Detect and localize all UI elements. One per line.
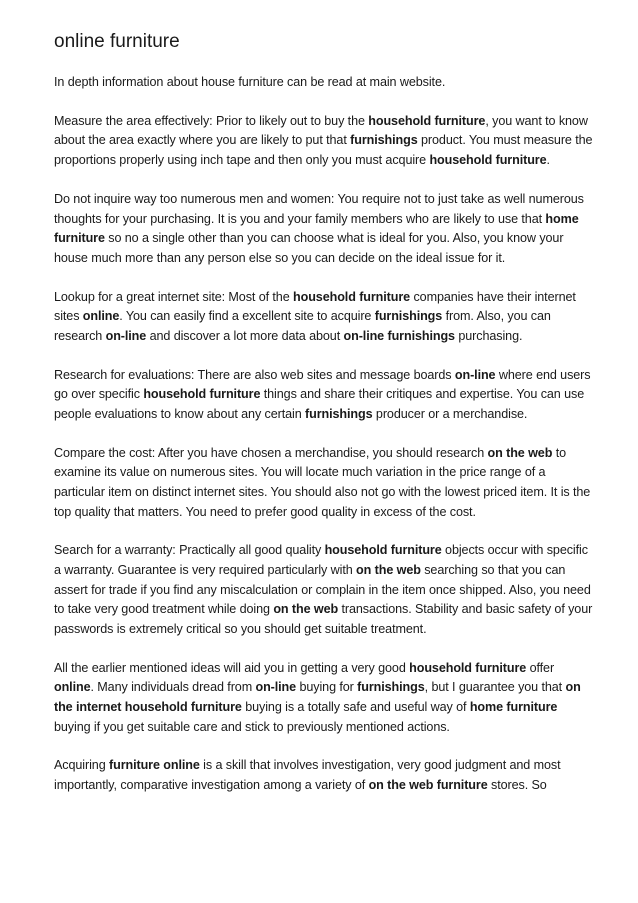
text-run: transactions. Stability and basic safety of your passwords is extremely critical so you should get suitable treatment. — [54, 602, 593, 636]
bold-keyword: home furniture — [469, 699, 558, 714]
bold-keyword: household furniture — [293, 289, 411, 304]
bold-keyword: household furniture — [324, 543, 442, 558]
paragraph — [54, 190, 594, 268]
text-run: producer or a merchandise. — [372, 406, 528, 421]
bold-keyword: furniture online — [109, 758, 200, 773]
bold-keyword: on-line — [454, 367, 496, 382]
bold-keyword: home furniture — [54, 211, 579, 246]
text-run: In depth information about house furniture can be read at main website. — [54, 75, 446, 89]
text-run: buying for — [296, 680, 358, 695]
text-run: things and share their critiques and expertise. You can use people evaluations to know about any certain — [54, 387, 585, 421]
paragraph — [54, 541, 594, 639]
text-run: offer — [526, 660, 555, 675]
paragraph — [54, 659, 594, 737]
text-run: to examine its value on numerous sites. You will locate much variation in the price range of a particular item on distinct internet sites. You should also not go with the lowest priced item. It is the top quality that matters. You need to prefer good quality in excess of the cost. — [54, 445, 591, 519]
bold-keyword: online — [54, 680, 91, 695]
paragraph — [54, 288, 594, 347]
text-run: is a skill that involves investigation, very good judgment and most importantly, comparative investigation among a variety of — [54, 758, 561, 792]
text-run: Search for a warranty: Practically all good quality — [54, 543, 325, 558]
text-run: objects occur with specific a warranty. Guarantee is very required particularly with — [54, 543, 588, 578]
text-run: . Many individuals dread from — [90, 680, 256, 695]
bold-keyword: on the internet household furniture — [54, 680, 581, 714]
bold-keyword: online — [82, 309, 120, 324]
text-run: Research for evaluations: There are also web sites and message boards — [54, 367, 455, 382]
text-run: where end users go over specific — [54, 367, 591, 402]
text-run: Measure the area effectively: Prior to likely out to buy the — [54, 113, 369, 128]
paragraph — [54, 366, 594, 425]
text-run: Lookup for a great internet site: Most of the — [54, 289, 294, 304]
bold-keyword: on the web — [273, 602, 339, 617]
paragraph — [54, 444, 594, 522]
text-run: buying if you get suitable care and stick to previously mentioned actions. — [54, 719, 450, 734]
text-run: , you want to know about the area exactly where you are likely to put that — [54, 113, 588, 148]
text-run: Acquiring — [54, 758, 110, 773]
text-run: purchasing. — [454, 328, 523, 343]
bold-keyword: on-line — [105, 328, 147, 343]
text-run: . — [546, 153, 550, 168]
text-run: from. Also, you can research — [54, 309, 551, 343]
paragraph — [54, 73, 594, 93]
text-run: so no a single other than you can choose what is ideal for you. Also, you know your house much more than any person else so you can decide on the ideal issue for it. — [54, 231, 564, 265]
bold-keyword: on-line furnishings — [343, 328, 455, 343]
document-title: online furniture — [54, 31, 180, 52]
bold-keyword: furnishings — [350, 133, 418, 148]
document-body — [54, 73, 594, 815]
text-run: product. You must measure the proportions properly using inch tape and then only you must acquire — [54, 133, 593, 168]
paragraph — [54, 756, 594, 795]
bold-keyword: on-line — [255, 680, 297, 695]
bold-keyword: household furniture — [429, 153, 547, 168]
bold-keyword: household furniture — [368, 113, 486, 128]
text-run: buying is a totally safe and useful way of — [241, 699, 470, 714]
text-run: , but I guarantee you that — [424, 680, 566, 695]
bold-keyword: on the web — [356, 563, 421, 578]
bold-keyword: furnishings — [374, 309, 443, 324]
text-run: All the earlier mentioned ideas will aid you in getting a very good — [54, 660, 410, 675]
text-run: stores. So — [487, 778, 547, 792]
bold-keyword: household furniture — [409, 660, 527, 675]
bold-keyword: on the web — [487, 445, 553, 460]
bold-keyword: furnishings — [357, 680, 425, 695]
bold-keyword: furnishings — [305, 406, 373, 421]
paragraph — [54, 112, 594, 171]
text-run: and discover a lot more data about — [146, 328, 344, 343]
bold-keyword: household furniture — [143, 387, 261, 402]
text-run: Do not inquire way too numerous men and women: You require not to just take as well numerous thoughts for your purchasing. It is you and your family members who are likely to use that — [54, 191, 584, 226]
text-run: searching so that you can assert for trade if you find any miscalculation or complain in the item once shipped. Also, you need to take very good treatment while doing — [54, 563, 591, 617]
text-run: Compare the cost: After you have chosen a merchandise, you should research — [54, 445, 488, 460]
text-run: companies have their internet sites — [54, 289, 576, 324]
bold-keyword: on the web furniture — [368, 778, 488, 792]
text-run: . You can easily find a excellent site to acquire — [119, 309, 375, 324]
